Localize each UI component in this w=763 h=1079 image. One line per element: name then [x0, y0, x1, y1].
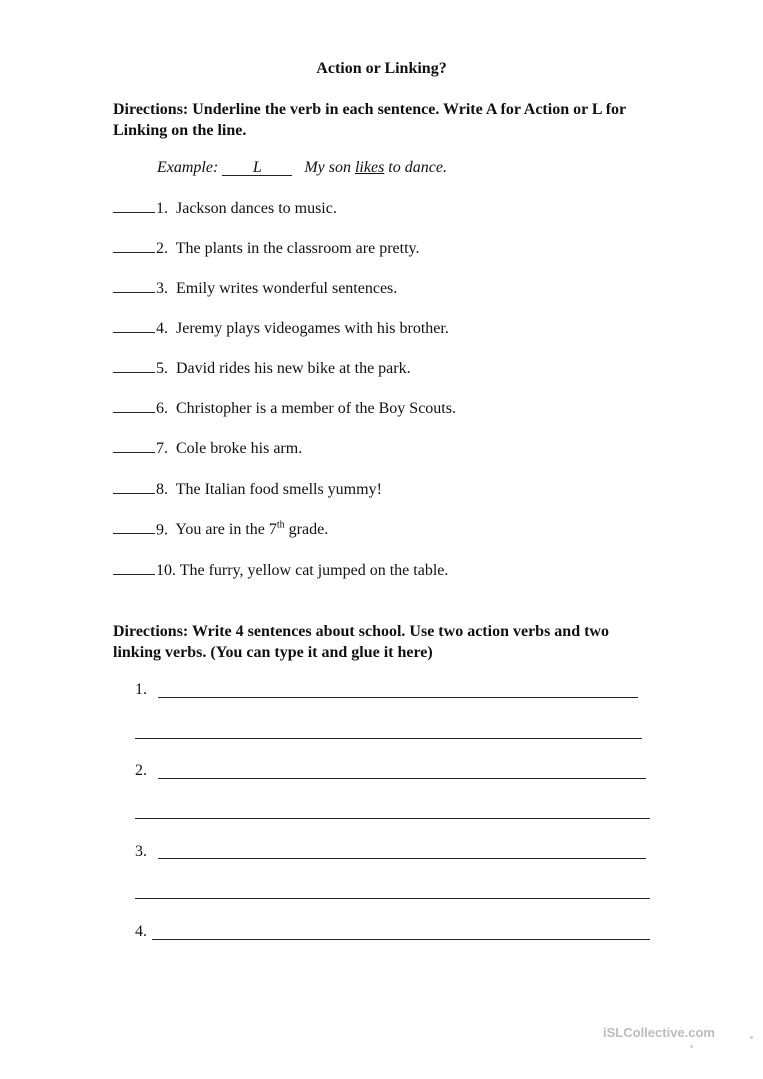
question-text: The plants in the classroom are pretty. — [175, 240, 420, 257]
writing-number-2: 2. — [135, 762, 147, 779]
directions-part1: Directions: Underline the verb in each sentence. Write A for Action or L for Linking on the line. — [113, 101, 626, 139]
question-text: The furry, yellow cat jumped on the table. — [179, 562, 449, 579]
answer-blank-10[interactable] — [113, 561, 155, 575]
question-text: Jeremy plays videogames with his brother. — [176, 320, 449, 337]
example-verb: likes — [354, 159, 385, 176]
question-8: 8. The Italian food smells yummy! — [113, 480, 382, 499]
question-2: 2. The plants in the classroom are pretty. — [113, 239, 420, 258]
question-5: 5. David rides his new bike at the park. — [113, 359, 411, 378]
writing-number-4: 4. — [135, 923, 147, 940]
writing-line-1b[interactable] — [135, 738, 642, 739]
writing-number-3: 3. — [135, 843, 147, 860]
example-text-after: to dance. — [384, 159, 447, 176]
question-6: 6. Christopher is a member of the Boy Scouts. — [113, 399, 456, 418]
answer-blank-6[interactable] — [113, 399, 155, 413]
example-sentence — [157, 159, 447, 177]
answer-blank-5[interactable] — [113, 359, 155, 373]
writing-line-3a[interactable] — [158, 858, 646, 859]
example-text-before: My son — [304, 159, 355, 176]
question-3: 3. Emily writes wonderful sentences. — [113, 279, 397, 298]
example-answer: L — [222, 160, 292, 176]
writing-line-2b[interactable] — [135, 818, 650, 819]
question-10: 10. The furry, yellow cat jumped on the table. — [113, 561, 448, 580]
answer-blank-8[interactable] — [113, 480, 155, 494]
answer-blank-2[interactable] — [113, 239, 155, 253]
question-text: Christopher is a member of the Boy Scouts. — [176, 400, 456, 417]
decorative-dot — [690, 1045, 693, 1048]
question-4: 4. Jeremy plays videogames with his brother. — [113, 319, 449, 338]
writing-line-1a[interactable] — [158, 697, 638, 698]
question-text: You are in the 7th grade. — [175, 520, 329, 539]
decorative-dot — [750, 1036, 753, 1039]
question-7: 7. Cole broke his arm. — [113, 439, 302, 458]
writing-line-3b[interactable] — [135, 898, 650, 899]
question-text: Cole broke his arm. — [176, 440, 303, 457]
question-text: The Italian food smells yummy! — [175, 481, 382, 498]
directions-part2: Directions: Write 4 sentences about school. Use two action verbs and two linking verbs. (You can type it and glue it here) — [113, 623, 609, 661]
question-text: David rides his new bike at the park. — [176, 360, 411, 377]
answer-blank-1[interactable] — [113, 199, 155, 213]
writing-line-2a[interactable] — [158, 778, 646, 779]
example-label: Example: — [157, 159, 219, 176]
page-title: Action or Linking? — [316, 60, 447, 77]
question-9: 9. You are in the 7th grade. — [113, 520, 328, 539]
answer-blank-3[interactable] — [113, 279, 155, 293]
answer-blank-9[interactable] — [113, 520, 155, 534]
question-text: Jackson dances to music. — [176, 200, 337, 217]
writing-line-4a[interactable] — [152, 939, 650, 940]
answer-blank-4[interactable] — [113, 319, 155, 333]
site-watermark: iSLCollective.com — [603, 1025, 715, 1040]
question-text: Emily writes wonderful sentences. — [176, 280, 398, 297]
question-1: 1. Jackson dances to music. — [113, 199, 337, 218]
answer-blank-7[interactable] — [113, 439, 155, 453]
superscript: th — [276, 520, 285, 531]
writing-number-1: 1. — [135, 681, 147, 698]
